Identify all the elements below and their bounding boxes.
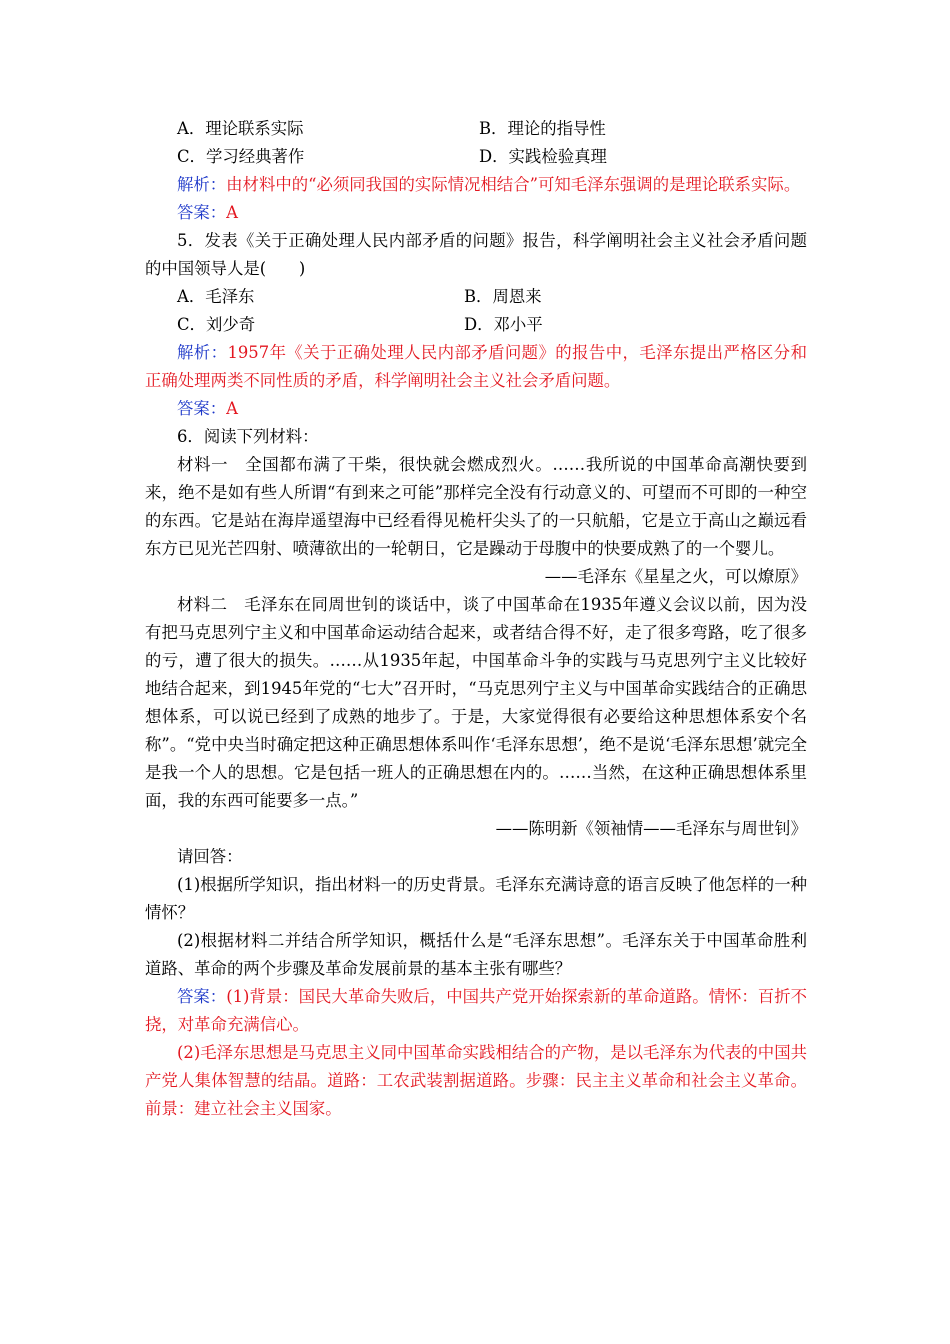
- analysis-label: 解析：: [177, 175, 227, 194]
- q5-answer: [145, 395, 807, 423]
- analysis-text: 由材料中的“必须同我国的实际情况相结合”可知毛泽东强调的是理论联系实际。: [226, 175, 801, 194]
- analysis-label: 解析：: [177, 343, 228, 362]
- q4-answer: [145, 199, 807, 227]
- q6-answer-1: [145, 983, 807, 1039]
- analysis-text: 1957年《关于正确处理人民内部矛盾问题》的报告中，毛泽东提出严格区分和正确处理两类不同性质的矛盾，科学阐明社会主义社会矛盾问题。: [145, 343, 808, 390]
- q6-answer-2: (2)毛泽东思想是马克思主义同中国革命实践相结合的产物，是以毛泽东为代表的中国共产党人集体智慧的结晶。道路：工农武装割据道路。步骤：民主主义革命和社会主义革命。前景：建立社会主义国家。: [145, 1043, 807, 1118]
- q5-option-c: C．刘少奇: [177, 315, 256, 334]
- q5-option-d: D．邓小平: [464, 315, 543, 334]
- answer-label: 答案：: [177, 203, 227, 222]
- document-page: [145, 115, 807, 1123]
- q4-option-d: D．实践检验真理: [479, 147, 607, 166]
- q5-options-row-2: [145, 311, 807, 339]
- q5-options-row-1: [145, 283, 807, 311]
- q6-stem: 6．阅读下列材料：: [177, 427, 319, 446]
- answer-text-1: (1)背景：国民大革命失败后，中国共产党开始探索新的革命道路。情怀：百折不挠，对革命充满信心。: [145, 987, 808, 1034]
- q6-material-1: 材料一 全国都布满了干柴，很快就会燃成烈火。……我所说的中国革命高潮快要到来，绝不是如有些人所谓“有到来之可能”那样完全没有行动意义的、可望而不可即的一种空的东西。它是站在海岸遥望海中已经看得见桅杆尖头了的一只航船，它是立于高山之巅远看东方已见光芒四射、喷薄欲出的一轮朝日，它是躁动于母腹中的快要成熟了的一个婴儿。: [145, 455, 807, 558]
- q6-material-2: 材料二 毛泽东在同周世钊的谈话中，谈了中国革命在1935年遵义会议以前，因为没有把马克思列宁主义和中国革命运动结合起来，或者结合得不好，走了很多弯路，吃了很多的亏，遭了很大的损失。……从1935年起，中国革命斗争的实践与马克思列宁主义比较好地结合起来，到1945年党的“七大”召开时，“马克思列宁主义与中国革命实践结合的正确思想体系，可以说已经到了成熟的地步了。于是，大家觉得很有必要给这种思想体系安个名称”。“党中央当时确定把这种正确思想体系叫作‘毛泽东思想’，绝不是说‘毛泽东思想’就完全是我一个人的思想。它是包括一班人的正确思想在内的。……当然，在这种正确思想体系里面，我的东西可能要多一点。”: [145, 595, 807, 810]
- q4-option-a: A．理论联系实际: [177, 119, 304, 138]
- q5-option-b: B．周恩来: [464, 287, 542, 306]
- q5-option-a: A．毛泽东: [177, 287, 255, 306]
- q6-source-2: ——陈明新《领袖情——毛泽东与周世钊》: [495, 819, 807, 838]
- q4-option-b: B．理论的指导性: [479, 119, 606, 138]
- q6-sub-question-1: (1)根据所学知识，指出材料一的历史背景。毛泽东充满诗意的语言反映了他怎样的一种情怀？: [145, 875, 807, 922]
- q6-sub-question-2: (2)根据材料二并结合所学知识，概括什么是“毛泽东思想”。毛泽东关于中国革命胜利道路、革命的两个步骤及革命发展前景的基本主张有哪些？: [145, 931, 807, 978]
- q6-prompt: 请回答：: [177, 847, 243, 866]
- answer-label: 答案：: [177, 987, 227, 1006]
- q4-options-row-2: [145, 143, 807, 171]
- q4-option-c: C．学习经典著作: [177, 147, 305, 166]
- answer-value: A: [226, 399, 239, 418]
- q6-source-1: ——毛泽东《星星之火，可以燎原》: [544, 567, 807, 586]
- q5-stem: 5．发表《关于正确处理人民内部矛盾的问题》报告，科学阐明社会主义社会矛盾问题的中国领导人是( ): [145, 231, 807, 278]
- answer-label: 答案：: [177, 399, 227, 418]
- answer-value: A: [226, 203, 239, 222]
- q4-options-row-1: [145, 115, 807, 143]
- q4-analysis: [145, 171, 807, 199]
- q5-analysis: [145, 339, 807, 395]
